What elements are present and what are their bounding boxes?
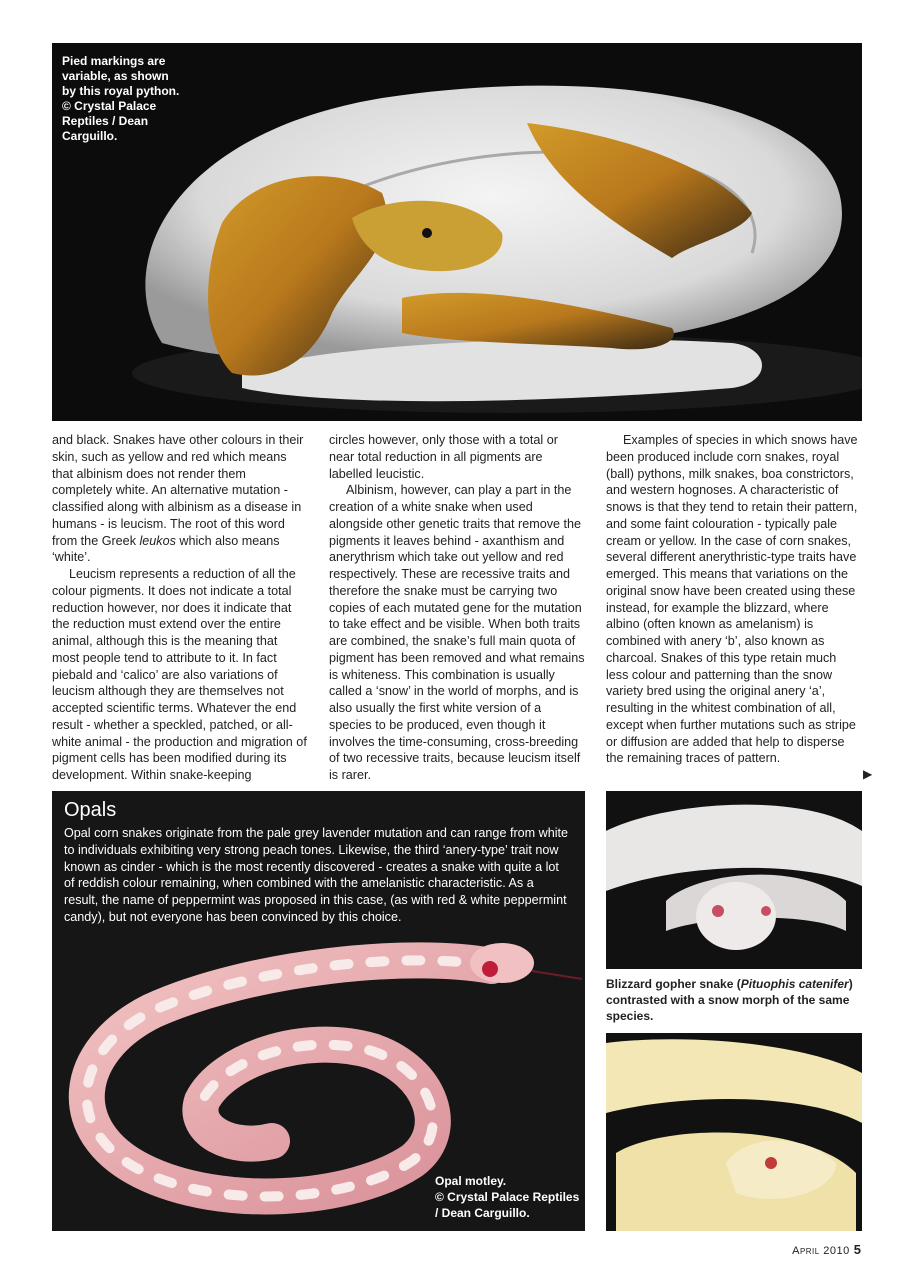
opal-photo-caption (435, 1173, 585, 1221)
snow-gopher-snake-photo (606, 1033, 862, 1231)
paragraph: Leucism represents a reduction of all the colour pigments. It does not indicate a total reduction however, nor does it indicate that the reduction must extend over the entire animal, although this is the meaning that most people tend to attribute to it. In fact piebald and ‘calico’ are also variations of leucism although they are themselves not accepted scientific terms. Whatever the end result - whether a speckled, patched, or all-white animal - the production and migration of pigment cells has been modified during its development. Within snake-keeping (52, 567, 307, 782)
text-run: and black. Snakes have other colours in their skin, such as yellow and red which means that albinism does not render them completely white. An alternative mutation - classified along with albinism as a disease in humans - is leucism. The root of this word from the Greek (52, 433, 304, 548)
caption-line: © Crystal Palace Reptiles (435, 1190, 580, 1204)
caption-line: by this royal python. (62, 84, 180, 98)
pied-photo-caption (62, 54, 192, 144)
caption-line: Carguillo. (62, 129, 118, 143)
caption-text: ) contrasted with a snow morph of the same species. (606, 977, 853, 1023)
article-column-3 (606, 432, 862, 767)
article-column-2 (329, 432, 585, 784)
caption-text: Blizzard gopher snake ( (606, 977, 741, 991)
snow-snake-illustration (606, 1033, 862, 1231)
caption-line: Opal motley. (435, 1174, 507, 1188)
sidebar-body: Opal corn snakes originate from the pale grey lavender mutation and can range from white to individuals exhibiting very strong peach tones. Likewise, the third ‘anery-type’ trait now known as cinder - which is the most recently discovered - creates a snake with quite a lot of reddish colour remaining, when combined with the amelanistic characteristic. As a result, the name of peppermint was proposed in this case, (as with red & white peppermint candy), but not everyone has been convinced by this choice. (64, 826, 569, 924)
pied-python-photo (52, 43, 862, 421)
blizzard-snake-illustration (606, 791, 862, 969)
sidebar-title: Opals (64, 799, 117, 821)
italic-term: leukos (139, 533, 176, 548)
blizzard-gopher-snake-photo (606, 791, 862, 969)
page-footer (792, 1242, 861, 1257)
caption-line: Reptiles / Dean (62, 114, 149, 128)
opals-sidebar (52, 791, 585, 1231)
paragraph: circles however, only those with a total or near total reduction in all pigments are labelled leucistic. (329, 433, 558, 481)
issue-date: April 2010 (792, 1245, 850, 1257)
caption-line: © Crystal Palace (62, 99, 157, 113)
species-name: Pituophis catenifer (740, 977, 849, 991)
caption-line: / Dean Carguillo. (435, 1206, 530, 1220)
text-run: which also means ‘white’. (52, 533, 280, 565)
paragraph: Albinism, however, can play a part in the creation of a white snake when used alongside other genetic traits that remove the pigments it leaves behind - axanthism and anerythrism which take out yellow and red respectively. These are recessive traits and therefore the snake must be carrying two copies of each mutated gene for the mutation to take effect and be visible. When both traits are combined, the snake’s full main quota of pigment has been removed and what remains is whiteness. This combination is usually called a ‘snow’ in the world of morphs, and is also usually the first white version of a species to be produced, even though it involves the time-consuming, cross-breeding of two recessive traits, because leucism itself is rarer. (329, 483, 585, 782)
page-number: 5 (853, 1242, 861, 1257)
continue-arrow-icon: ▶ (863, 767, 873, 781)
article-column-1 (52, 432, 308, 784)
paragraph (52, 432, 308, 566)
paragraph: Examples of species in which snows have been produced include corn snakes, royal (ball) pythons, milk snakes, boa constrictors, and western hognoses. A characteristic of snows is that they tend to retain their pattern, and some faint colouration - typically pale cream or yellow. In the case of corn snakes, several different anerythristic-type traits have emerged. This means that variations on the original snow have been created using these instead, for example the blizzard, where albino (often known as amelanism) is combined with anery ‘b’, also known as charcoal. Snakes of this type retain much less colour and patterning than the snow variety bred using the original anery ‘a’, resulting in the whitest combination of all, except when further mutations such as stripe or diffusion are added that help to disperse the remaining traces of pattern. (606, 433, 858, 766)
caption-line: Pied markings are (62, 54, 166, 68)
blizzard-photo-caption (606, 976, 862, 1024)
caption-line: variable, as shown (62, 69, 169, 83)
